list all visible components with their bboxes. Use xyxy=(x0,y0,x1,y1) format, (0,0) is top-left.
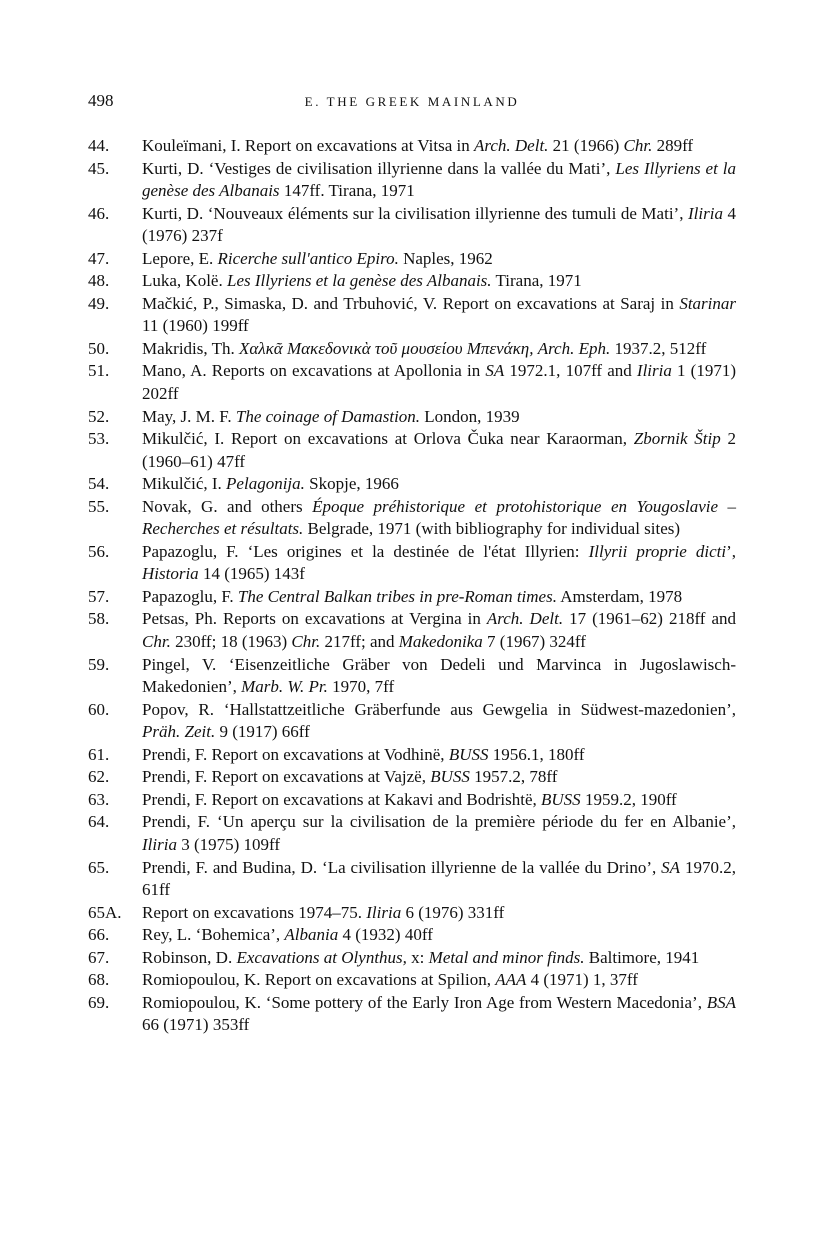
reference-number: 51. xyxy=(88,361,110,381)
reference-text: 11 (1960) 199ff xyxy=(142,316,249,336)
reference-text: 14 (1965) 143f xyxy=(198,564,305,584)
reference-entry xyxy=(88,924,736,947)
reference-number: 53. xyxy=(88,429,110,449)
reference-title: Albania xyxy=(284,925,339,945)
reference-text: Makridis, Th. xyxy=(142,338,239,358)
reference-title: Metal and minor finds. xyxy=(428,947,585,967)
reference-number: 61. xyxy=(88,744,110,764)
reference-number: 69. xyxy=(88,992,110,1012)
reference-title: Iliria xyxy=(366,902,402,922)
reference-text: ’, xyxy=(726,541,736,561)
reference-text: Luka, Kolë. xyxy=(142,271,227,291)
reference-title: Chr. xyxy=(142,632,171,652)
reference-title: BUSS xyxy=(430,767,470,787)
reference-entry xyxy=(88,158,736,203)
reference-title: Zbornik Štip xyxy=(633,429,721,449)
reference-text: Kouleïmani, I. Report on excavations at Vitsa in xyxy=(142,136,474,155)
reference-text: 217ff; and xyxy=(320,632,399,652)
reference-title: SA xyxy=(661,857,681,877)
reference-entry xyxy=(88,270,736,293)
reference-text: 1970, 7ff xyxy=(327,677,395,697)
reference-number: 50. xyxy=(88,338,110,358)
reference-entry xyxy=(88,586,736,609)
reference-text: 230ff; 18 (1963) xyxy=(170,632,292,652)
reference-text: 1956.1, 180ff xyxy=(488,744,585,764)
reference-entry xyxy=(88,811,736,856)
reference-entry xyxy=(88,473,736,496)
reference-text: 21 (1966) xyxy=(548,136,624,155)
reference-title: Arch. Delt. xyxy=(473,136,549,155)
page-header xyxy=(88,91,736,115)
reference-entry xyxy=(88,654,736,699)
reference-text: Naples, 1962 xyxy=(398,248,493,268)
reference-text: May, J. M. F. xyxy=(142,406,236,426)
reference-entry xyxy=(88,428,736,473)
reference-entry xyxy=(88,248,736,271)
reference-number: 67. xyxy=(88,947,110,967)
reference-title: Starinar xyxy=(679,293,736,313)
reference-text: 147ff. Tirana, 1971 xyxy=(279,181,415,201)
reference-number: 65. xyxy=(88,857,110,877)
reference-text: x: xyxy=(406,947,429,967)
reference-title: AAA xyxy=(495,970,527,990)
reference-title: Époque préhistorique et protohistorique en Yougoslavie – Recherches et résultats. xyxy=(142,496,736,539)
reference-text: Popov, R. ‘Hallstattzeitliche Gräberfunde aus Gewgelia in Südwest-mazedonien’, xyxy=(142,699,736,719)
reference-title: Iliria xyxy=(636,361,672,381)
reference-text: Mačkić, P., Simaska, D. and Trbuhović, V. Report on excavations at Saraj in xyxy=(142,293,680,313)
reference-number: 48. xyxy=(88,271,110,291)
reference-number: 54. xyxy=(88,474,110,494)
reference-entry xyxy=(88,947,736,970)
reference-text: 4 (1971) 1, 37ff xyxy=(526,970,638,990)
reference-text: Prendi, F. Report on excavations at Vajzë, xyxy=(142,767,431,787)
reference-text: Romiopoulou, K. Report on excavations at Spilion, xyxy=(142,970,496,990)
reference-text: 1957.2, 78ff xyxy=(469,767,558,787)
reference-number: 57. xyxy=(88,586,110,606)
reference-text: Rey, L. ‘Bohemica’, xyxy=(142,925,285,945)
reference-number: 60. xyxy=(88,699,110,719)
reference-title: BUSS xyxy=(448,744,489,764)
reference-title: BSA xyxy=(706,992,736,1012)
reference-text: Prendi, F. Report on excavations at Kakavi and Bodrishtë, xyxy=(142,789,542,809)
reference-text: Kurti, D. ‘Vestiges de civilisation illyrienne dans la vallée du Mati’, xyxy=(142,158,616,178)
reference-text: 1 (1971) 202ff xyxy=(142,361,736,404)
reference-entry xyxy=(88,789,736,812)
reference-text: Skopje, 1966 xyxy=(304,474,399,494)
reference-text: Baltimore, 1941 xyxy=(584,947,700,967)
reference-title: Illyrii proprie dicti xyxy=(588,541,727,561)
reference-title: The coinage of Damastion. xyxy=(235,406,421,426)
reference-text: 17 (1961–62) 218ff and xyxy=(563,609,737,629)
reference-text: 1972.1, 107ff and xyxy=(504,361,637,381)
reference-entry xyxy=(88,338,736,361)
reference-entry xyxy=(88,406,736,429)
reference-title: Excavations at Olynthus, xyxy=(236,947,407,967)
reference-number: 59. xyxy=(88,654,110,674)
reference-number: 62. xyxy=(88,767,110,787)
reference-title: Les Illyriens et la genèse des Albanais xyxy=(142,158,737,201)
reference-number: 52. xyxy=(88,406,110,426)
reference-title: Iliria xyxy=(142,834,177,854)
reference-number: 56. xyxy=(88,541,110,561)
reference-text: Novak, G. and others xyxy=(142,496,313,516)
reference-text: Report on excavations 1974–75. xyxy=(142,902,367,922)
reference-entry xyxy=(88,203,736,248)
reference-title: SA xyxy=(485,361,505,381)
reference-title: Makedonika xyxy=(398,632,483,652)
reference-text: Petsas, Ph. Reports on excavations at Vergina in xyxy=(142,609,487,629)
reference-text: 1970.2, 61ff xyxy=(142,857,736,900)
reference-number: 65A. xyxy=(88,902,122,922)
reference-text: Romiopoulou, K. ‘Some pottery of the Early Iron Age from Western Macedonia’, xyxy=(142,992,707,1012)
reference-title: BUSS xyxy=(541,789,581,809)
reference-title: Iliria xyxy=(688,203,723,223)
reference-text: 2 (1960–61) 47ff xyxy=(142,429,737,471)
reference-text: Belgrade, 1971 (with bibliography for individual sites) xyxy=(303,519,681,539)
reference-text: London, 1939 xyxy=(420,406,520,426)
reference-text: 1959.2, 190ff xyxy=(580,789,677,809)
reference-entry xyxy=(88,902,736,925)
reference-text: 6 (1976) 331ff xyxy=(401,902,505,922)
reference-title: Pelagonija. xyxy=(226,474,305,494)
reference-entry xyxy=(88,608,736,653)
reference-title: Präh. Zeit. xyxy=(142,722,216,742)
reference-title: Χαλκᾶ Μακεδονικὰ τοῦ μουσείου Μπενάκη, Arch. Eph. xyxy=(238,338,611,358)
reference-entry xyxy=(88,360,736,405)
reference-entry xyxy=(88,857,736,902)
page-number: 498 xyxy=(88,91,114,110)
reference-number: 44. xyxy=(88,136,110,155)
reference-text: Mikulčić, I. Report on excavations at Orlova Čuka near Karaorman, xyxy=(142,429,634,449)
reference-entry xyxy=(88,744,736,767)
reference-entry xyxy=(88,969,736,992)
reference-entry xyxy=(88,496,736,541)
reference-text: Prendi, F. and Budina, D. ‘La civilisation illyrienne de la vallée du Drino’, xyxy=(142,857,662,877)
reference-number: 45. xyxy=(88,158,110,178)
bibliography-list xyxy=(88,135,736,1037)
reference-text: Kurti, D. ‘Nouveaux éléments sur la civilisation illyrienne des tumuli de Mati’, xyxy=(142,203,688,223)
reference-text: Lepore, E. xyxy=(142,248,218,268)
reference-number: 55. xyxy=(88,496,110,516)
reference-number: 49. xyxy=(88,293,110,313)
reference-entry xyxy=(88,992,736,1037)
reference-entry xyxy=(88,293,736,338)
reference-number: 46. xyxy=(88,203,110,223)
reference-text: Pingel, V. ‘Eisenzeitliche Gräber von Dedeli und Marvinca in Jugoslawisch-Makedonien’, xyxy=(142,654,736,697)
reference-title: Chr. xyxy=(623,136,653,155)
reference-text: 4 (1932) 40ff xyxy=(338,925,433,945)
reference-entry xyxy=(88,135,736,158)
reference-text: 289ff xyxy=(652,136,694,155)
reference-text: 3 (1975) 109ff xyxy=(176,834,281,854)
reference-entry xyxy=(88,699,736,744)
reference-entry xyxy=(88,766,736,789)
reference-entry xyxy=(88,541,736,586)
reference-title: Arch. Delt. xyxy=(486,609,564,629)
reference-title: Ricerche sull'antico Epiro. xyxy=(217,248,399,268)
reference-text: Papazoglu, F. ‘Les origines et la destinée de l'état Illyrien: xyxy=(142,541,589,561)
reference-text: Robinson, D. xyxy=(142,947,237,967)
reference-number: 63. xyxy=(88,789,110,809)
reference-text: 7 (1967) 324ff xyxy=(482,632,586,652)
reference-text: Amsterdam, 1978 xyxy=(556,586,683,606)
reference-text: Tirana, 1971 xyxy=(491,271,582,291)
reference-text: Prendi, F. ‘Un aperçu sur la civilisation de la première période du fer en Albanie’, xyxy=(142,812,736,832)
reference-number: 58. xyxy=(88,609,110,629)
reference-number: 66. xyxy=(88,925,110,945)
reference-text: 1937.2, 512ff xyxy=(610,338,707,358)
reference-title: The Central Balkan tribes in pre-Roman times. xyxy=(237,586,557,606)
reference-title: Les Illyriens et la genèse des Albanais. xyxy=(226,271,492,291)
reference-title: Marb. W. Pr. xyxy=(241,677,328,697)
reference-number: 47. xyxy=(88,248,110,268)
reference-number: 64. xyxy=(88,812,110,832)
reference-text: 9 (1917) 66ff xyxy=(215,722,310,742)
running-head: E. THE GREEK MAINLAND xyxy=(304,94,520,109)
reference-text: Prendi, F. Report on excavations at Vodhinë, xyxy=(142,744,449,764)
reference-text: Mano, A. Reports on excavations at Apollonia in xyxy=(142,361,486,381)
reference-text: Papazoglu, F. xyxy=(142,586,238,606)
reference-title: Chr. xyxy=(291,632,321,652)
reference-title: Historia xyxy=(142,564,199,584)
reference-text: Mikulčić, I. xyxy=(142,474,227,494)
reference-text: 66 (1971) 353ff xyxy=(142,1015,250,1035)
reference-text: 4 (1976) 237f xyxy=(142,203,736,246)
reference-number: 68. xyxy=(88,970,110,990)
